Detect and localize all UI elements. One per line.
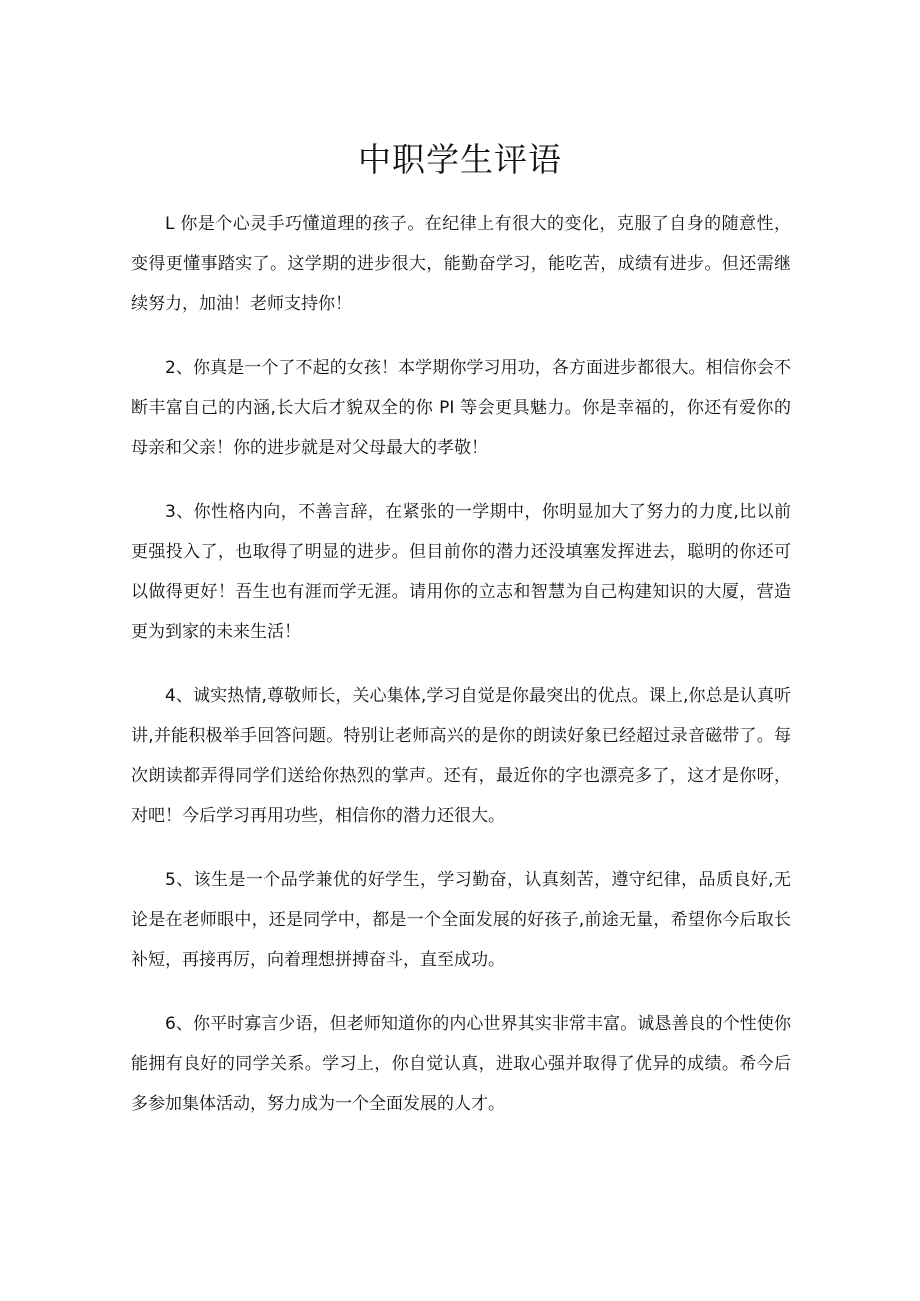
- document-title: 中职学生评语: [358, 140, 562, 179]
- comment-paragraph-3: 3、你性格内向，不善言辞，在紧张的一学期中，你明显加大了努力的力度,比以前更强投入了，也取得了明显的进步。但目前你的潜力还没填塞发挥进去，聪明的你还可以做得更好！吾生也有涯而学无涯。请用你的立志和智慧为自己构建知识的大厦，营造更为到家的未来生活！: [131, 502, 791, 642]
- comment-paragraph-5: 5、该生是一个品学兼优的好学生，学习勤奋，认真刻苦，遵守纪律，品质良好,无论是在老师眼中，还是同学中，都是一个全面发展的好孩子,前途无量，希望你今后取长补短，再接再厉，向着理想拼搏奋斗，直至成功。: [131, 870, 791, 970]
- comment-paragraph-6: 6、你平时寡言少语，但老师知道你的内心世界其实非常丰富。诚恳善良的个性使你能拥有良好的同学关系。学习上，你自觉认真，进取心强并取得了优异的成绩。希今后多参加集体活动，努力成为一个全面发展的人才。: [131, 1014, 791, 1114]
- comment-paragraph-2: 2、你真是一个了不起的女孩！本学期你学习用功，各方面进步都很大。相信你会不断丰富自己的内涵,长大后才貌双全的你 PI 等会更具魅力。你是幸福的，你还有爱你的母亲和父亲！你的进步就是对父母最大的孝敬！: [131, 358, 791, 458]
- comment-paragraph-4: 4、诚实热情,尊敬师长，关心集体,学习自觉是你最突出的优点。课上,你总是认真听讲,并能积极举手回答问题。特别让老师高兴的是你的朗读好象已经超过录音磁带了。每次朗读都弄得同学们送给你热烈的掌声。还有，最近你的字也漂亮多了，这才是你呀，对吧！今后学习再用功些，相信你的潜力还很大。: [131, 686, 791, 826]
- comment-paragraph-1: L 你是个心灵手巧懂道理的孩子。在纪律上有很大的变化，克服了自身的随意性，变得更懂事踏实了。这学期的进步很大，能勤奋学习，能吃苦，成绩有进步。但还需继续努力，加油！老师支持你！: [131, 214, 791, 314]
- document-body: [131, 204, 791, 1148]
